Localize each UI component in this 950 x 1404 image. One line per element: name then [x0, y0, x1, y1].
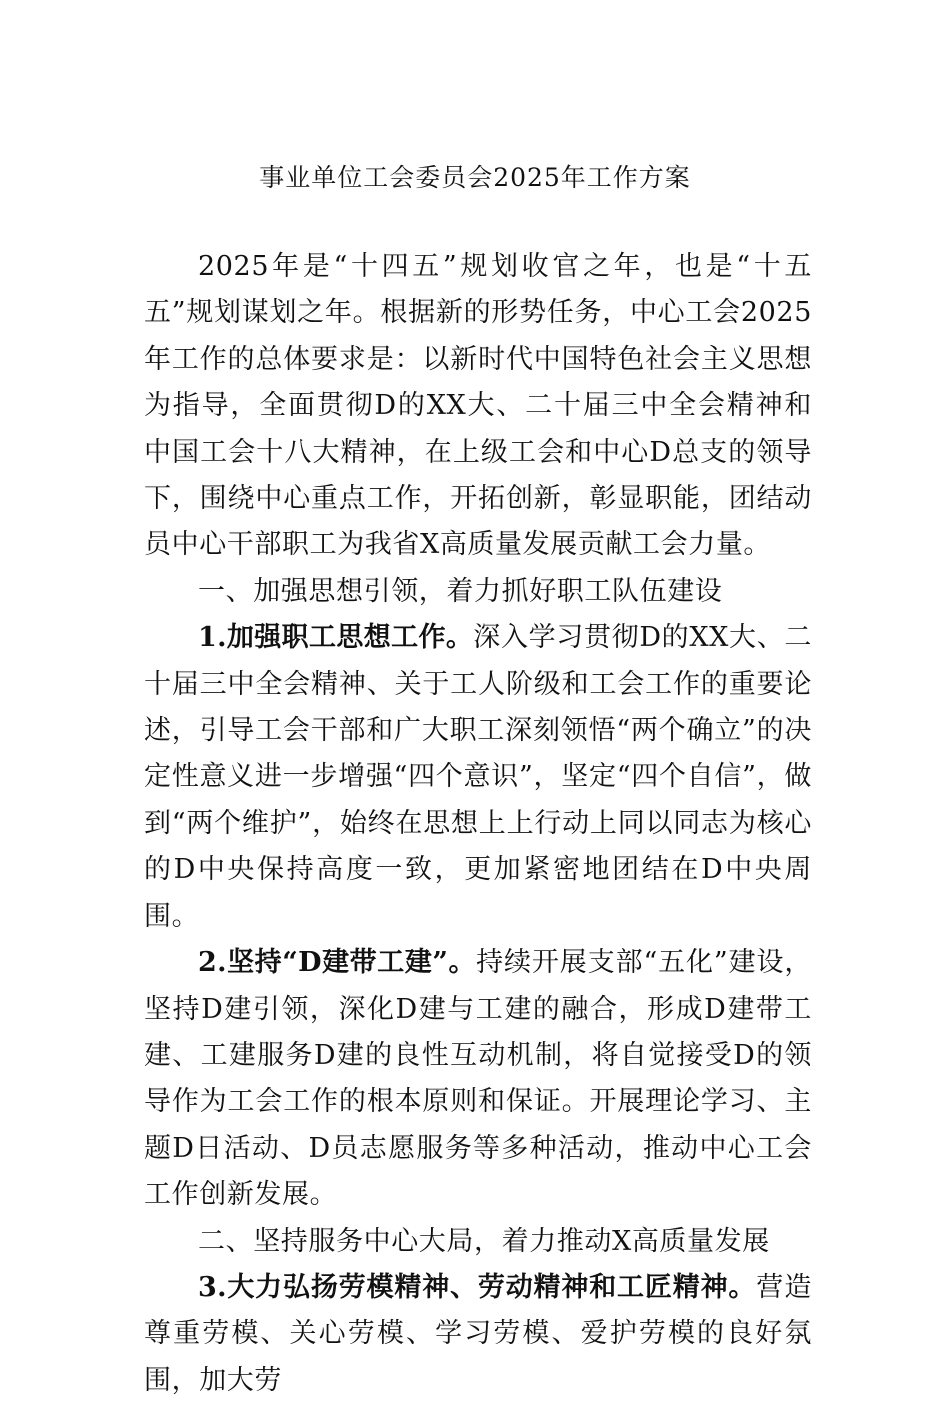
item-1-title: 1.加强职工思想工作。 [198, 622, 474, 654]
item-3-text: 营造尊重劳模、关心劳模、学习劳模、爱护劳模的良好氛围，加大劳 [144, 1271, 812, 1396]
item-3-title: 3.大力弘扬劳模精神、劳动精神和工匠精神。 [198, 1271, 757, 1303]
document-title: 事业单位工会委员会2025年工作方案 [259, 163, 691, 192]
section-heading-2: 二、坚持服务中心大局，着力推动X高质量发展 [198, 1225, 770, 1257]
section-heading-1: 一、加强思想引领，着力抓好职工队伍建设 [198, 575, 723, 607]
intro-paragraph: 2025年是“十四五”规划收官之年，也是“十五五”规划谋划之年。根据新的形势任务，中心工会2025年工作的总体要求是：以新时代中国特色社会主义思想为指导，全面贯彻D的XX大、二十届三中全会精神和中国工会十八大精神，在上级工会和中心D总支的领导下，围绕中心重点工作，开拓创新，彰显职能，团结动员中心干部职工为我省X高质量发展贡献工会力量。 [144, 251, 812, 561]
document-body [144, 244, 812, 1404]
item-1-text: 深入学习贯彻D的XX大、二十届三中全会精神、关于工人阶级和工会工作的重要论述，引导工会干部和广大职工深刻领悟“两个确立”的决定性意义进一步增强“四个意识”，坚定“四个自信”，做到“两个维护”，始终在思想上上行动上同以同志为核心的D中央保持高度一致，更加紧密地团结在D中央周围。 [144, 622, 812, 932]
item-2-paragraph [144, 940, 812, 1218]
item-1-paragraph [144, 615, 812, 940]
item-3-paragraph [144, 1265, 812, 1404]
item-2-title: 2.坚持“D建带工建”。 [198, 947, 477, 979]
item-2-text: 持续开展支部“五化”建设，坚持D建引领，深化D建与工建的融合，形成D建带工建、工建服务D建的良性互动机制，将自觉接受D的领导作为工会工作的根本原则和保证。开展理论学习、主题D日活动、D员志愿服务等多种活动，推动中心工会工作创新发展。 [144, 947, 812, 1211]
